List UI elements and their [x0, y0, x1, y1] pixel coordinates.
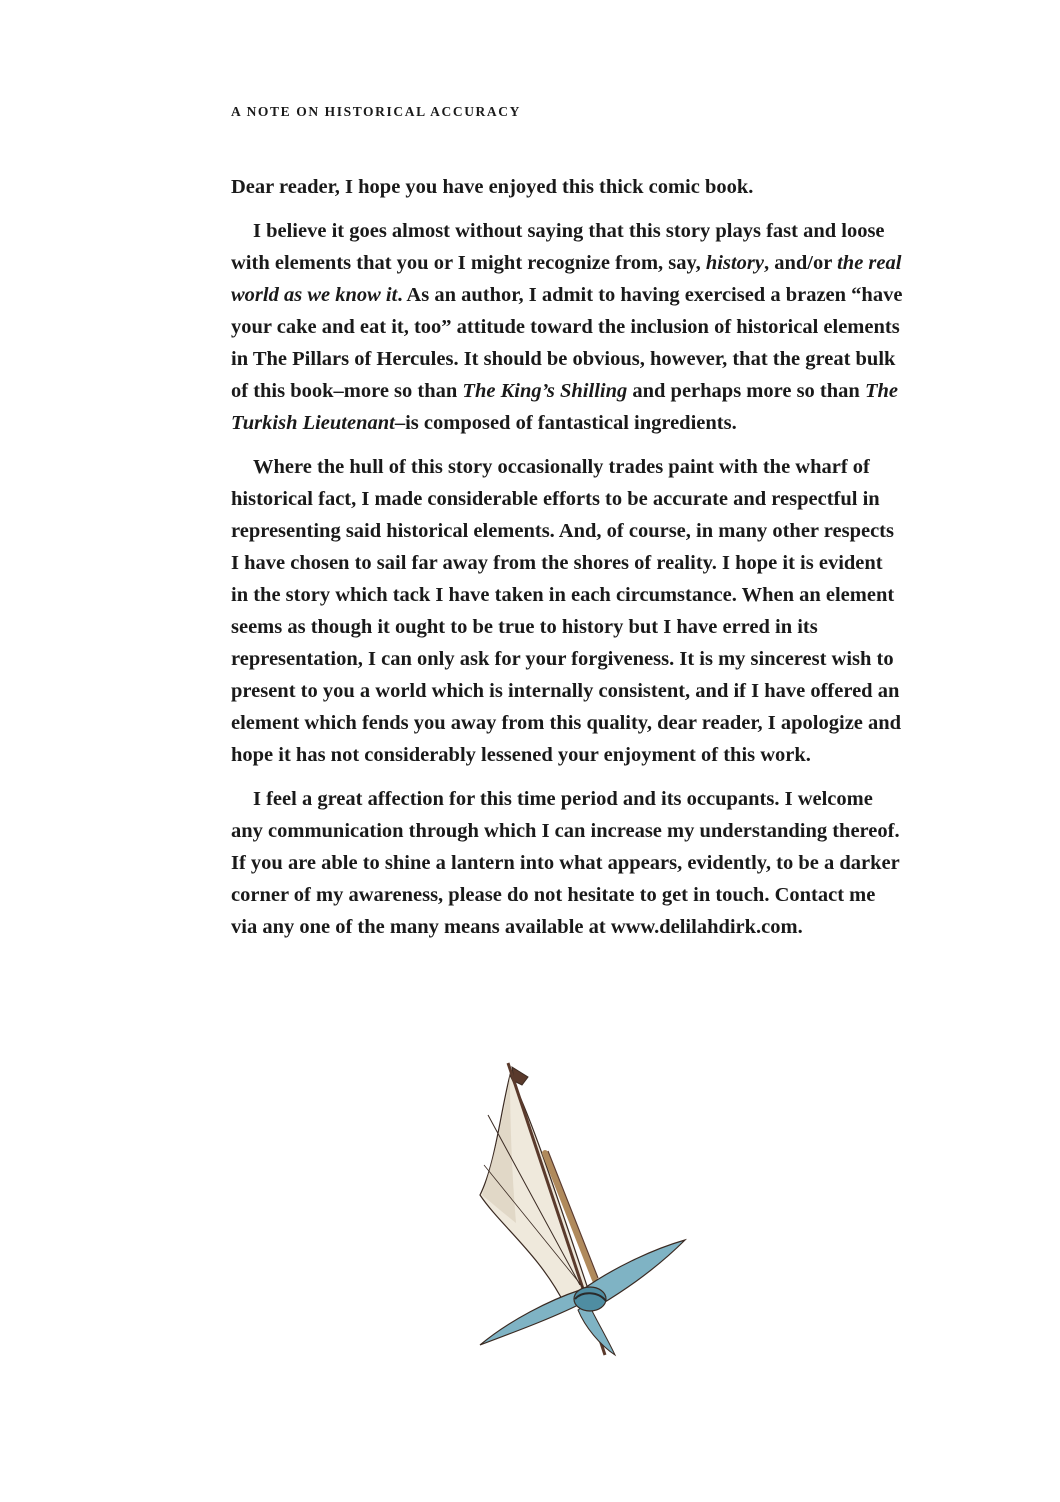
text-run: . As an author, I admit to having exercised a brazen “have your cake and eat it, too” attitude toward the inclusion of historical elements in The Pillars of Hercules. It should be obvious, however, that the great bulk of this book–more so than: [231, 284, 903, 402]
note-body: [231, 171, 903, 955]
text-run: and perhaps more so than: [627, 380, 865, 402]
hull-center: [574, 1287, 606, 1311]
text-run: , and/or: [763, 252, 838, 274]
emphasis-real-world: the real world as we know it: [231, 252, 902, 306]
paragraph-greeting: Dear reader, I hope you have enjoyed this thick comic book.: [231, 176, 754, 198]
page-title: A NOTE ON HISTORICAL ACCURACY: [231, 104, 521, 119]
paragraph-liberties: [231, 215, 903, 439]
paragraph-contact: I feel a great affection for this time period and its occupants. I welcome any communication through which I can increase my understanding thereof. If you are able to shine a lantern into what appears, evidently, to be a darker corner of my awareness, please do not hesitate to get in touch. Contact me via any one of the many means available at www.delilahdirk.com.: [231, 788, 900, 938]
text-run: I believe it goes almost without saying that this story plays fast and loose with elements that you or I might recognize from, say,: [231, 220, 885, 274]
paragraph-accuracy: Where the hull of this story occasionally trades paint with the wharf of historical fact, I made considerable efforts to be accurate and respectful in representing said historical elements. And, of course, in many other respects I have chosen to sail far away from the shores of reality. I hope it is evident in the story which tack I have taken in each circumstance. When an element seems as though it ought to be true to history but I have erred in its representation, I can only ask for your forgiveness. It is my sincerest wish to present to you a world which is internally consistent, and if I have offered an element which fends you away from this quality, dear reader, I apologize and hope it has not considerably lessened your enjoyment of this work.: [231, 456, 902, 766]
emphasis-history: history: [705, 252, 764, 274]
text-run: –is composed of fantastical ingredients.: [394, 412, 737, 434]
sailboat-icon: [470, 1055, 695, 1365]
sailboat-illustration: [470, 1055, 695, 1365]
book-title-kings-shilling: The King’s Shilling: [462, 380, 628, 402]
hull-left: [480, 1290, 588, 1345]
book-title-turkish-lieutenant: The Turkish Lieutenant: [231, 380, 898, 434]
hull-lower: [578, 1303, 615, 1355]
